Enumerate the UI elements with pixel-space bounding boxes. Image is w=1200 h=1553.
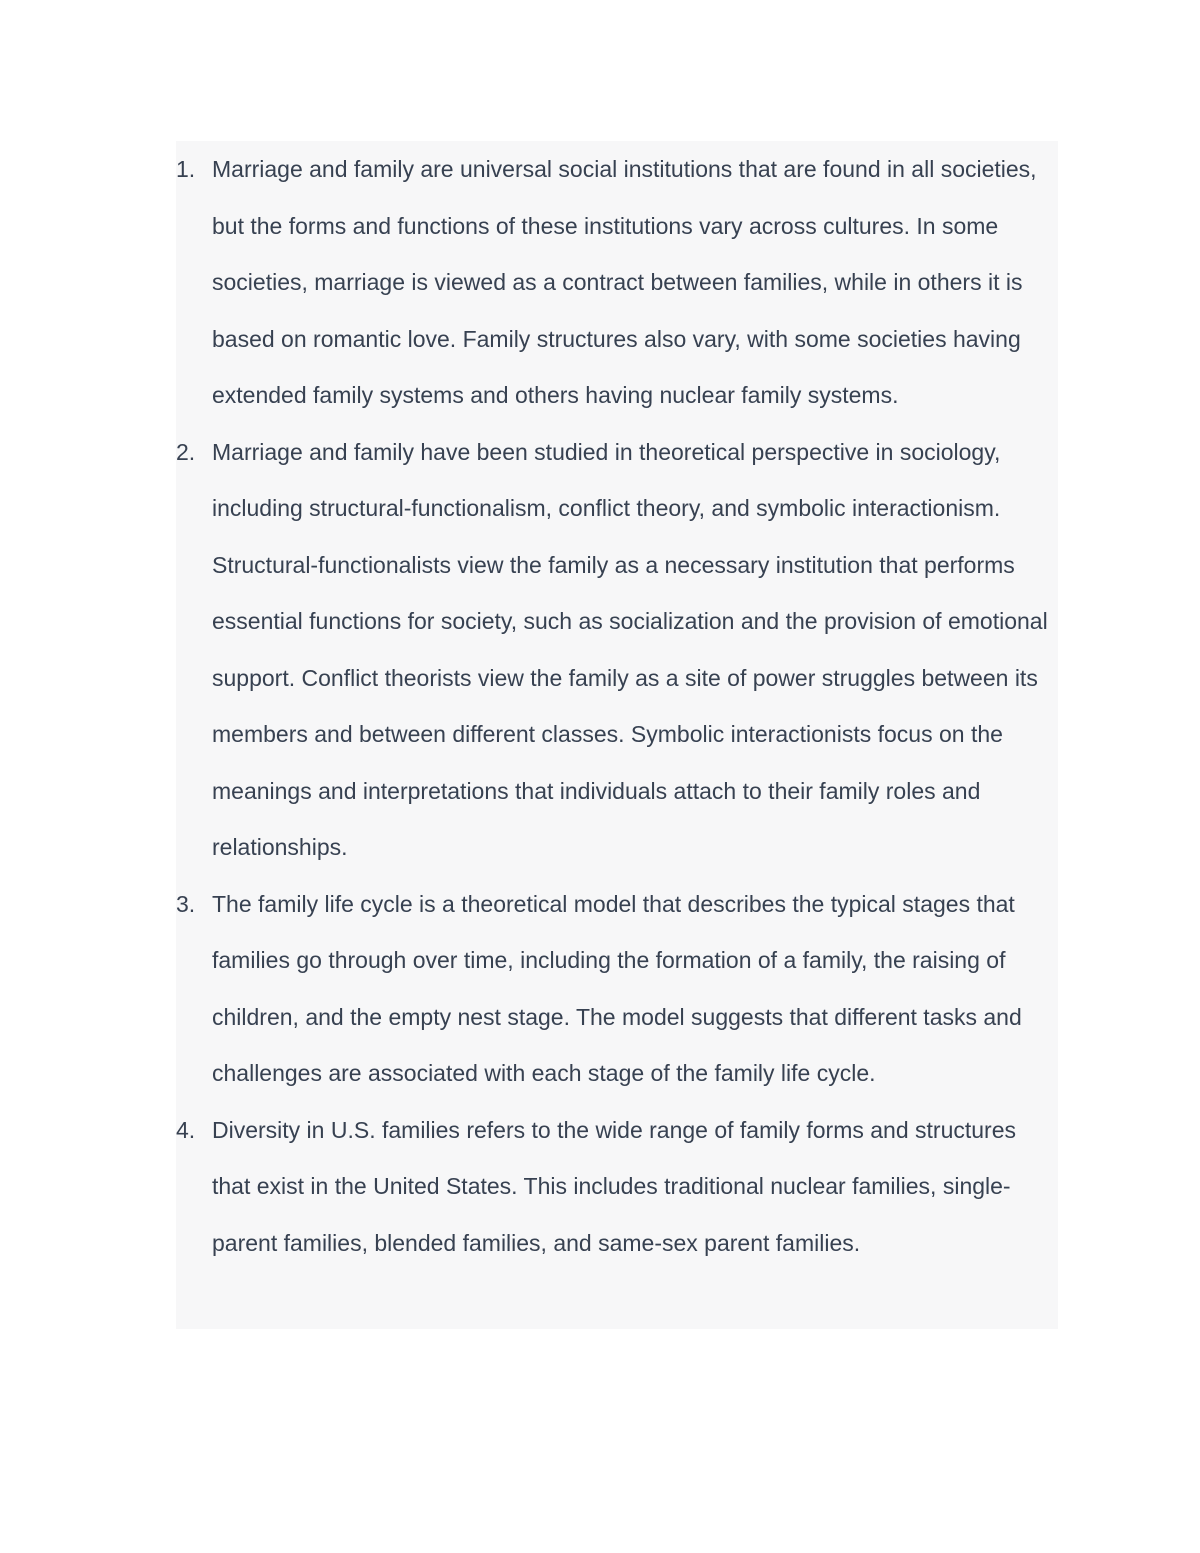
list-item-number: 2. [176,438,196,465]
answer-content-box [176,141,1058,1329]
list-item [176,876,1058,1102]
list-item-number: 4. [176,1116,196,1143]
list-item-text: The family life cycle is a theoretical model that describes the typical stages that families go through over time, including the formation of a family, the raising of children, and the empty nest stage. The model suggests that different tasks and challenges are associated with each stage of the family life cycle. [212,890,1022,1086]
list-item [176,1102,1058,1272]
list-item [176,141,1058,424]
list-item-text: Marriage and family have been studied in theoretical perspective in sociology, including structural-functionalism, conflict theory, and symbolic interactionism. Structural-functionalists view the family as a necessary institution that performs essential functions for society, such as socialization and the provision of emotional support. Conflict theorists view the family as a site of power struggles between its members and between different classes. Symbolic interactionists focus on the meanings and interpretations that individuals attach to their family roles and relationships. [212,438,1048,860]
list-item-text: Diversity in U.S. families refers to the wide range of family forms and structures that exist in the United States. This includes traditional nuclear families, single-parent families, blended families, and same-sex parent families. [212,1116,1017,1256]
list-item-number: 3. [176,890,196,917]
list-item-number: 1. [176,156,196,182]
list-item-text: Marriage and family are universal social institutions that are found in all societies, but the forms and functions of these institutions vary across cultures. In some societies, marriage is viewed as a contract between families, while in others it is based on romantic love. Family structures also vary, with some societies having extended family systems and others having nuclear family systems. [212,156,1037,408]
list-item [176,424,1058,876]
numbered-list [176,141,1058,1271]
